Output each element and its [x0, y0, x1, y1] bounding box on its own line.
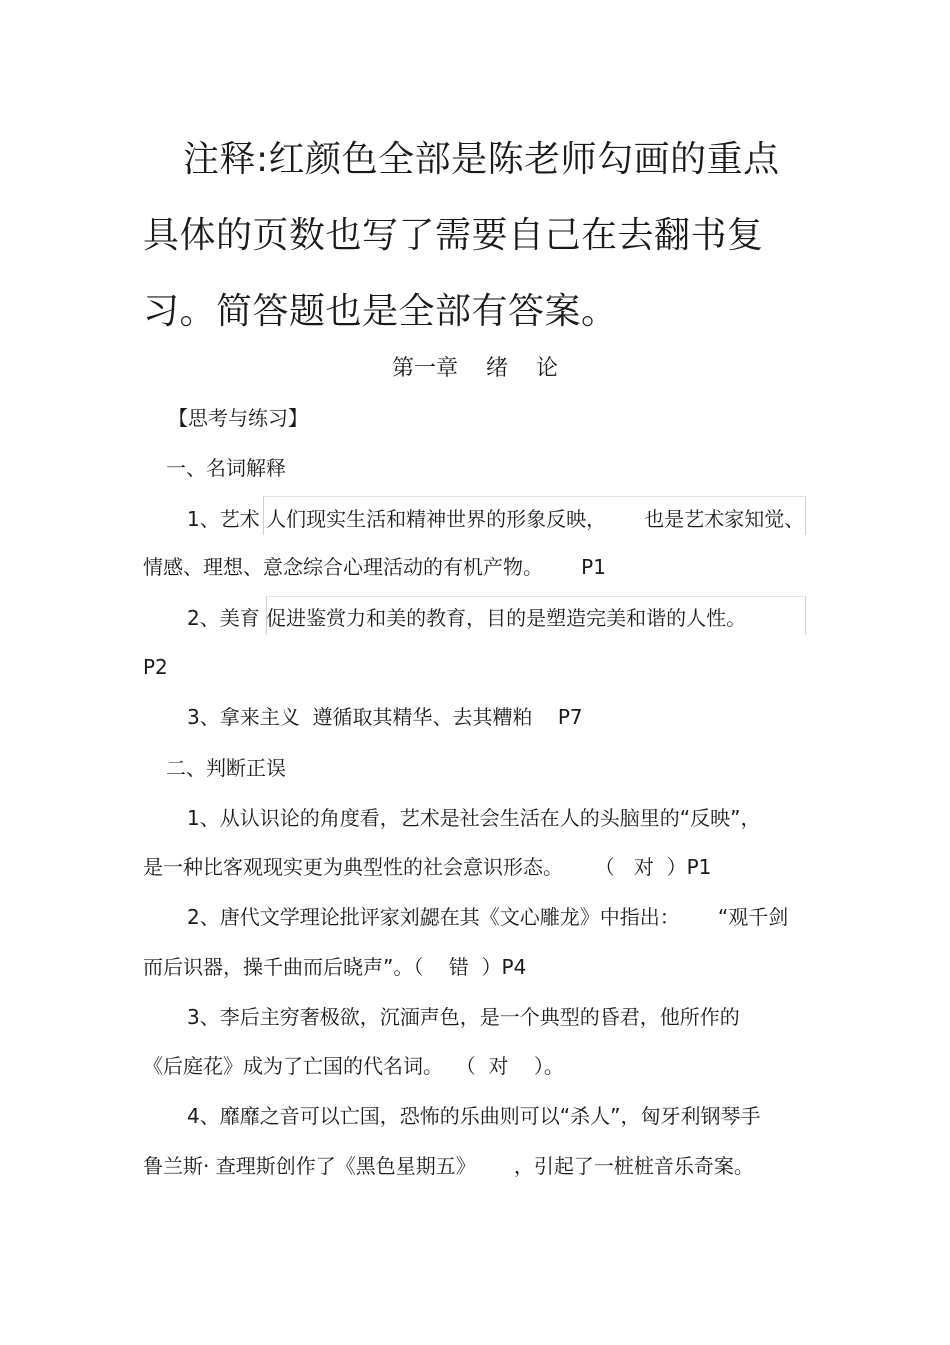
- judge-2-line-2: 而后识器，操千曲而后晓声”。（ 错 ）P4: [143, 955, 527, 979]
- exercise-heading: 【思考与练习】: [168, 406, 308, 430]
- term-2-line-1: 2、美育 促进鉴赏力和美的教育，目的是塑造完美和谐的人性。: [187, 606, 747, 630]
- judge-4-line-1: 4、靡靡之音可以亡国，恐怖的乐曲则可以“杀人”，匈牙利钢琴手: [187, 1104, 761, 1128]
- judge-2-line-1: 2、唐代文学理论批评家刘勰在其《文心雕龙》中指出： “观千剑: [187, 905, 789, 929]
- note-line-2: 具体的页数也写了需要自己在去翻书复: [143, 215, 764, 256]
- chapter-title: 第一章 绪 论: [392, 356, 558, 381]
- judge-3-line-1: 3、李后主穷奢极欲，沉湎声色，是一个典型的昏君，他所作的: [187, 1005, 740, 1029]
- term-1-line-2: 情感、理想、意念综合心理活动的有机产物。 P1: [143, 555, 606, 579]
- judge-3-line-2: 《后庭花》成为了亡国的代名词。 （ 对 ）。: [143, 1054, 564, 1078]
- section-2-heading: 二、判断正误: [166, 756, 286, 780]
- judge-4-line-2: 鲁兰斯· 查理斯创作了《黑色星期五》 ，引起了一桩桩音乐奇案。: [143, 1154, 754, 1178]
- note-line-3: 习。简答题也是全部有答案。: [143, 291, 618, 332]
- section-1-heading: 一、名词解释: [166, 456, 286, 480]
- note-line-1: 注释:红颜色全部是陈老师勾画的重点: [183, 139, 780, 180]
- judge-1-line-1: 1、从认识论的角度看，艺术是社会生活在人的头脑里的“反映”，: [187, 806, 761, 830]
- judge-1-line-2: 是一种比客观现实更为典型性的社会意识形态。 （ 对 ）P1: [143, 855, 712, 879]
- term-1-line-1: 1、艺术 人们现实生活和精神世界的形象反映， 也是艺术家知觉、: [187, 507, 805, 531]
- term-3-line-1: 3、拿来主义 遵循取其精华、去其糟粕 P7: [187, 705, 583, 729]
- term-2-line-2: P2: [143, 655, 168, 679]
